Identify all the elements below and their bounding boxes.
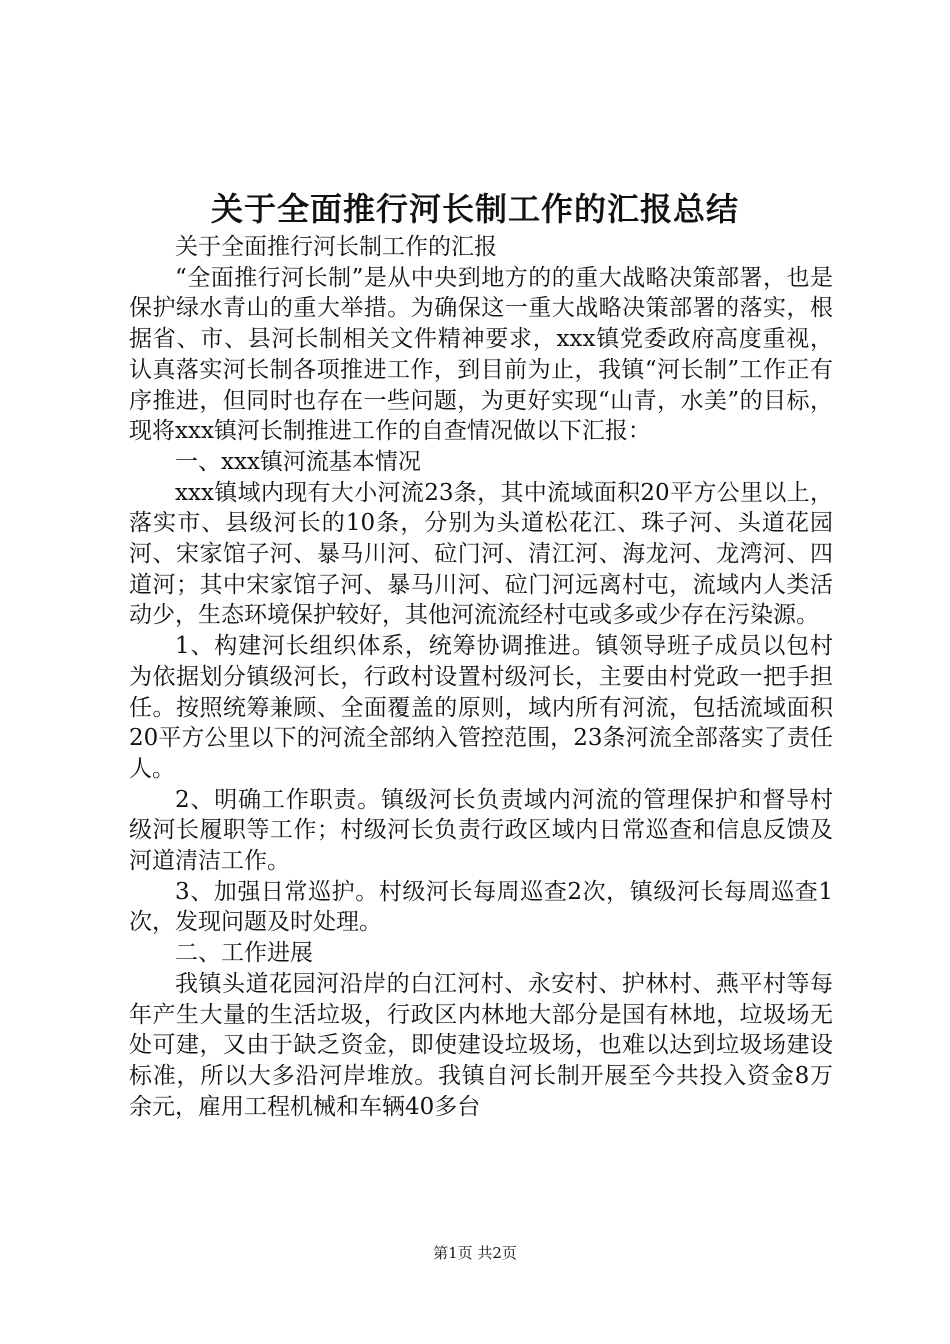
page-number-footer: 第1页 共2页 <box>433 1244 517 1262</box>
paragraph-item-2: 2、明确工作职责。镇级河长负责域内河流的管理保护和督导村级河长履职等工作；村级河长负责行政区域内日常巡查和信息反馈及河道清洁工作。 <box>129 786 833 875</box>
section-heading-1: 一、xxx镇河流基本情况 <box>175 448 421 475</box>
paragraph-intro: “全面推行河长制”是从中央到地方的的重大战略决策部署，也是保护绿水青山的重大举措。为确保这一重大战略决策部署的落实，根据省、市、县河长制相关文件精神要求，xxx镇党委政府高度重视，认真落实河长制各项推进工作，到目前为止，我镇“河长制”工作正有序推进，但同时也存在一些问题，为更好实现“山青，水美”的目标，现将xxx镇河长制推进工作的自查情况做以下汇报： <box>129 264 833 445</box>
document-title: 关于全面推行河长制工作的汇报总结 <box>210 190 739 228</box>
paragraph-subtitle: 关于全面推行河长制工作的汇报 <box>175 234 497 260</box>
paragraph-progress: 我镇头道花园河沿岸的白江河村、永安村、护林村、燕平村等每年产生大量的生活垃圾，行政区内林地大部分是国有林地，垃圾场无处可建，又由于缺乏资金，即使建设垃圾场，也难以达到垃圾场建设标准，所以大多沿河岸堆放。我镇自河长制开展至今共投入资金8万余元，雇用工程机械和车辆40多台 <box>129 970 833 1120</box>
paragraph-river-overview: xxx镇域内现有大小河流23条，其中流域面积20平方公里以上，落实市、县级河长的10条，分别为头道松花江、珠子河、头道花园河、宋家馆子河、暴马川河、砬门河、清江河、海龙河、龙湾河、四道河；其中宋家馆子河、暴马川河、砬门河远离村屯，流域内人类活动少，生态环境保护较好，其他河流流经村屯或多或少存在污染源。 <box>129 479 833 629</box>
section-heading-2: 二、工作进展 <box>175 940 313 967</box>
paragraph-item-3: 3、加强日常巡护。村级河长每周巡查2次，镇级河长每周巡查1次，发现问题及时处理。 <box>129 878 833 936</box>
document-body <box>129 232 833 1122</box>
paragraph-item-1: 1、构建河长组织体系，统筹协调推进。镇领导班子成员以包村为依据划分镇级河长，行政村设置村级河长，主要由村党政一把手担任。按照统筹兼顾、全面覆盖的原则，域内所有河流，包括流域面积20平方公里以下的河流全部纳入管控范围，23条河流全部落实了责任人。 <box>129 633 833 782</box>
